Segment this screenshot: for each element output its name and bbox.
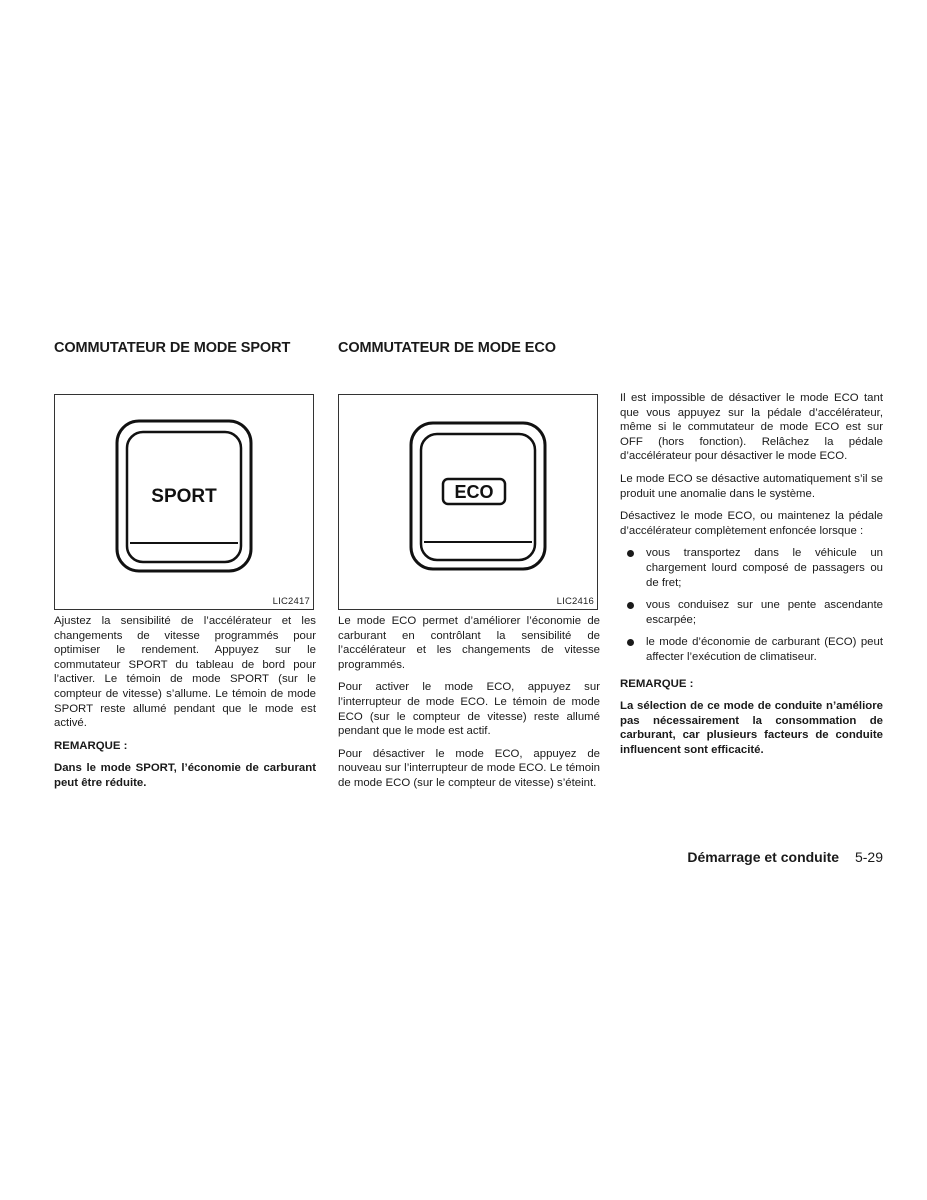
sport-remark-body: Dans le mode SPORT, l’économie de carburant peut être réduite. [54,762,316,789]
sport-switch-figure [54,394,314,610]
sport-text [54,614,316,799]
sport-heading: COMMUTATEUR DE MODE SPORT [54,340,291,356]
eco-button-label: ECO [454,482,494,502]
list-item-text: vous transportez dans le véhicule un chargement lourd composé de passagers ou de fret; [646,547,883,589]
eco-cont-paragraph-1: Il est impossible de désactiver le mode ECO tant que vous appuyez sur la pédale d’accélérateur, même si le commutateur de mode ECO est sur OFF (hors fonction). Relâchez la pédale d’accélérateur pour désactiver le mode ECO. [620,392,883,463]
sport-button-label: SPORT [151,486,217,507]
eco-figure-code: LIC2416 [556,596,594,607]
eco-continued-text [620,391,883,765]
list-item [620,635,883,664]
list-item-text: le mode d’économie de carburant (ECO) peut affecter l’exécution de climatiseur. [646,636,883,663]
sport-figure-code: LIC2417 [272,596,310,607]
eco-conditions-list [620,546,883,664]
bullet-icon [627,602,634,609]
sport-remark-title: REMARQUE : [54,739,128,752]
page-number: 5-29 [854,849,883,865]
eco-remark-title: REMARQUE : [620,677,694,690]
eco-cont-paragraph-2: Le mode ECO se désactive automatiquement s’il se produit une anomalie dans le système. [620,472,883,500]
eco-paragraph-2: Pour activer le mode ECO, appuyez sur l’interrupteur de mode ECO. Le témoin de mode ECO (sur le compteur de vitesse) reste allumé pendant que le mode est actif. [338,681,600,738]
eco-remark-body: La sélection de ce mode de conduite n’améliore pas nécessairement la consommation de carburant, car plusieurs facteurs de conduite influencent sont efficacité. [620,700,883,756]
list-item [620,598,883,627]
eco-paragraph-3: Pour désactiver le mode ECO, appuyez de nouveau sur l’interrupteur de mode ECO. Le témoin de mode ECO (sur le compteur de vitesse) s’éteint. [338,747,600,789]
eco-switch-figure [338,394,598,610]
sport-switch-illustration [55,395,313,609]
footer-section-title: Démarrage et conduite [687,849,840,865]
eco-switch-illustration [339,395,597,609]
eco-heading: COMMUTATEUR DE MODE ECO [338,340,556,356]
eco-cont-paragraph-3: Désactivez le mode ECO, ou maintenez la pédale d’accélérateur complètement enfoncée lorsque : [620,510,883,537]
bullet-icon [627,639,634,646]
eco-text [338,614,600,799]
bullet-icon [627,550,634,557]
list-item [620,546,883,590]
eco-paragraph-1: Le mode ECO permet d’améliorer l’économie de carburant en contrôlant la sensibilité de l’accélérateur et les changements de vitesse programmés. [338,615,600,671]
list-item-text: vous conduisez sur une pente ascendante escarpée; [646,599,883,626]
page-footer [687,849,883,865]
sport-body: Ajustez la sensibilité de l’accélérateur et les changements de vitesse programmés pour optimiser le rendement. Appuyez sur le commutateur SPORT du tableau de bord pour l’activer. Le témoin de mode SPORT (sur le compteur de vitesse) s’allume. Le témoin de mode SPORT reste allumé pendant que le mode est activé. [54,615,316,730]
